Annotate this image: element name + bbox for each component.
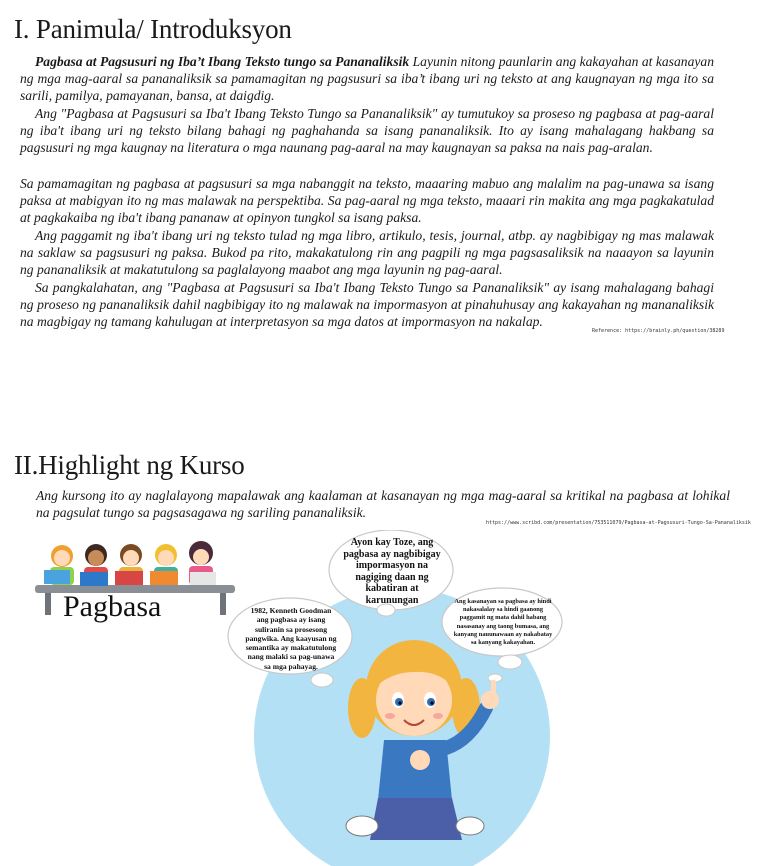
intro-paragraph-1 (20, 53, 714, 105)
intro-paragraph-5: Sa pangkalahatan, ang "Pagbasa at Pagsusuri sa Iba't Ibang Teksto Tungo sa Pananaliksik" ay isang mahalagang bahagi ng proseso ng pananaliksik dahil nagbibigay ito ng malawak na impormasyon at pinahuhusay ang kakayahan ng mananaliksik na magbigay ng tamang kahulugan at interpretasyon sa mga datos at impormasyon na nakalap. (20, 280, 714, 330)
reference-link-2[interactable]: https://www.scribd.com/presentation/753511079/Pagbasa-at-Pagsusuri-Tungo-Sa-Pananaliksik (486, 520, 751, 526)
section-1-title: I. Panimula/ Introduksyon (14, 14, 292, 44)
bubble-center-text: Ayon kay Toze, ang pagbasa ay nagbibigay impormasyon na nagiging daan ng kabatiran at karunungan (343, 537, 441, 606)
bubble-right-text: Ang kasanayan sa pagbasa ay hindi nakasalalay sa hindi gaanong paggamit ng mata dahil habang nasasanay ang taong bumasa, ang kanyang nauunawaan ay nakabatay sa kanyang kakayahan. (453, 598, 553, 647)
intro-paragraph-4: Ang paggamit ng iba't ibang uri ng teksto tulad ng mga libro, artikulo, tesis, journal, atbp. ay nagbibigay ng mas malawak na saklaw sa pagsusuri ng paksa. Bukod pa rito, makakatulong rin ang pagpili ng mga pagsasaliksik na naaayon sa layunin ng pananaliksik at makatutulong sa paglalayong maabot ang mga layunin ng pag-aaral. (20, 228, 714, 278)
intro-paragraph-2: Ang "Pagbasa at Pagsusuri sa Iba't Ibang Teksto Tungo sa Pananaliksik" ay tumutukoy sa proseso ng pagbasa at pag-aaral ng iba't ibang uri ng teksto bilang bahagi ng paghahanda sa isang pananaliksik. Ito ay isang mahalagang hakbang sa pagsusuri ng mga kaugnay na literatura o mga naunang pag-aaral na may kaugnayan sa paksa na nais pag-aralan. (20, 106, 714, 156)
pagbasa-label: Pagbasa (63, 590, 162, 623)
section-2-title: II.Highlight ng Kurso (14, 450, 245, 480)
intro-lead-title: Pagbasa at Pagsusuri ng Iba’t Ibang Teksto tungo sa Pananaliksik (35, 54, 410, 69)
highlight-paragraph: Ang kursong ito ay naglalayong mapalawak ang kaalaman at kasanayan ng mga mag-aaral sa kritikal na pagbasa at lohikal na pagsulat tungo sa pagsasagawa ng sariling pananaliksik. (36, 488, 730, 521)
reference-link-1[interactable]: Reference: https://brainly.ph/question/38289 (592, 328, 725, 334)
bubble-left-text: 1982, Kenneth Goodman ang pagbasa ay isang suliranin sa prosesong pangwika. Ang kaayusan ng semantika ay makatutulong nang malaki sa pag-unawa sa mga pahayag. (245, 606, 337, 671)
intro-paragraph-3: Sa pamamagitan ng pagbasa at pagsusuri sa mga nabanggit na teksto, maaaring mabuo ang malalim na pag-unawa sa isang paksa at mabigyan ito ng mas malawak na perspektiba. Sa pag-aaral ng mga teksto, maaari rin makita ang mga pagkakatulad at pagkakaiba ng iba't ibang pananaw at opinyon tungkol sa isang paksa. (20, 176, 714, 226)
intro-paragraph-1-text: Layunin nitong paunlarin ang kakayahan at kasanayan ng mga mag-aaral sa pananaliksik sa pamamagitan ng pagsusuri sa iba’t ibang uri ng teksto at ang kaugnayan ng mga ito sa sarili, pamilya, pamayanan, bansa, at daigdig. (20, 54, 714, 104)
